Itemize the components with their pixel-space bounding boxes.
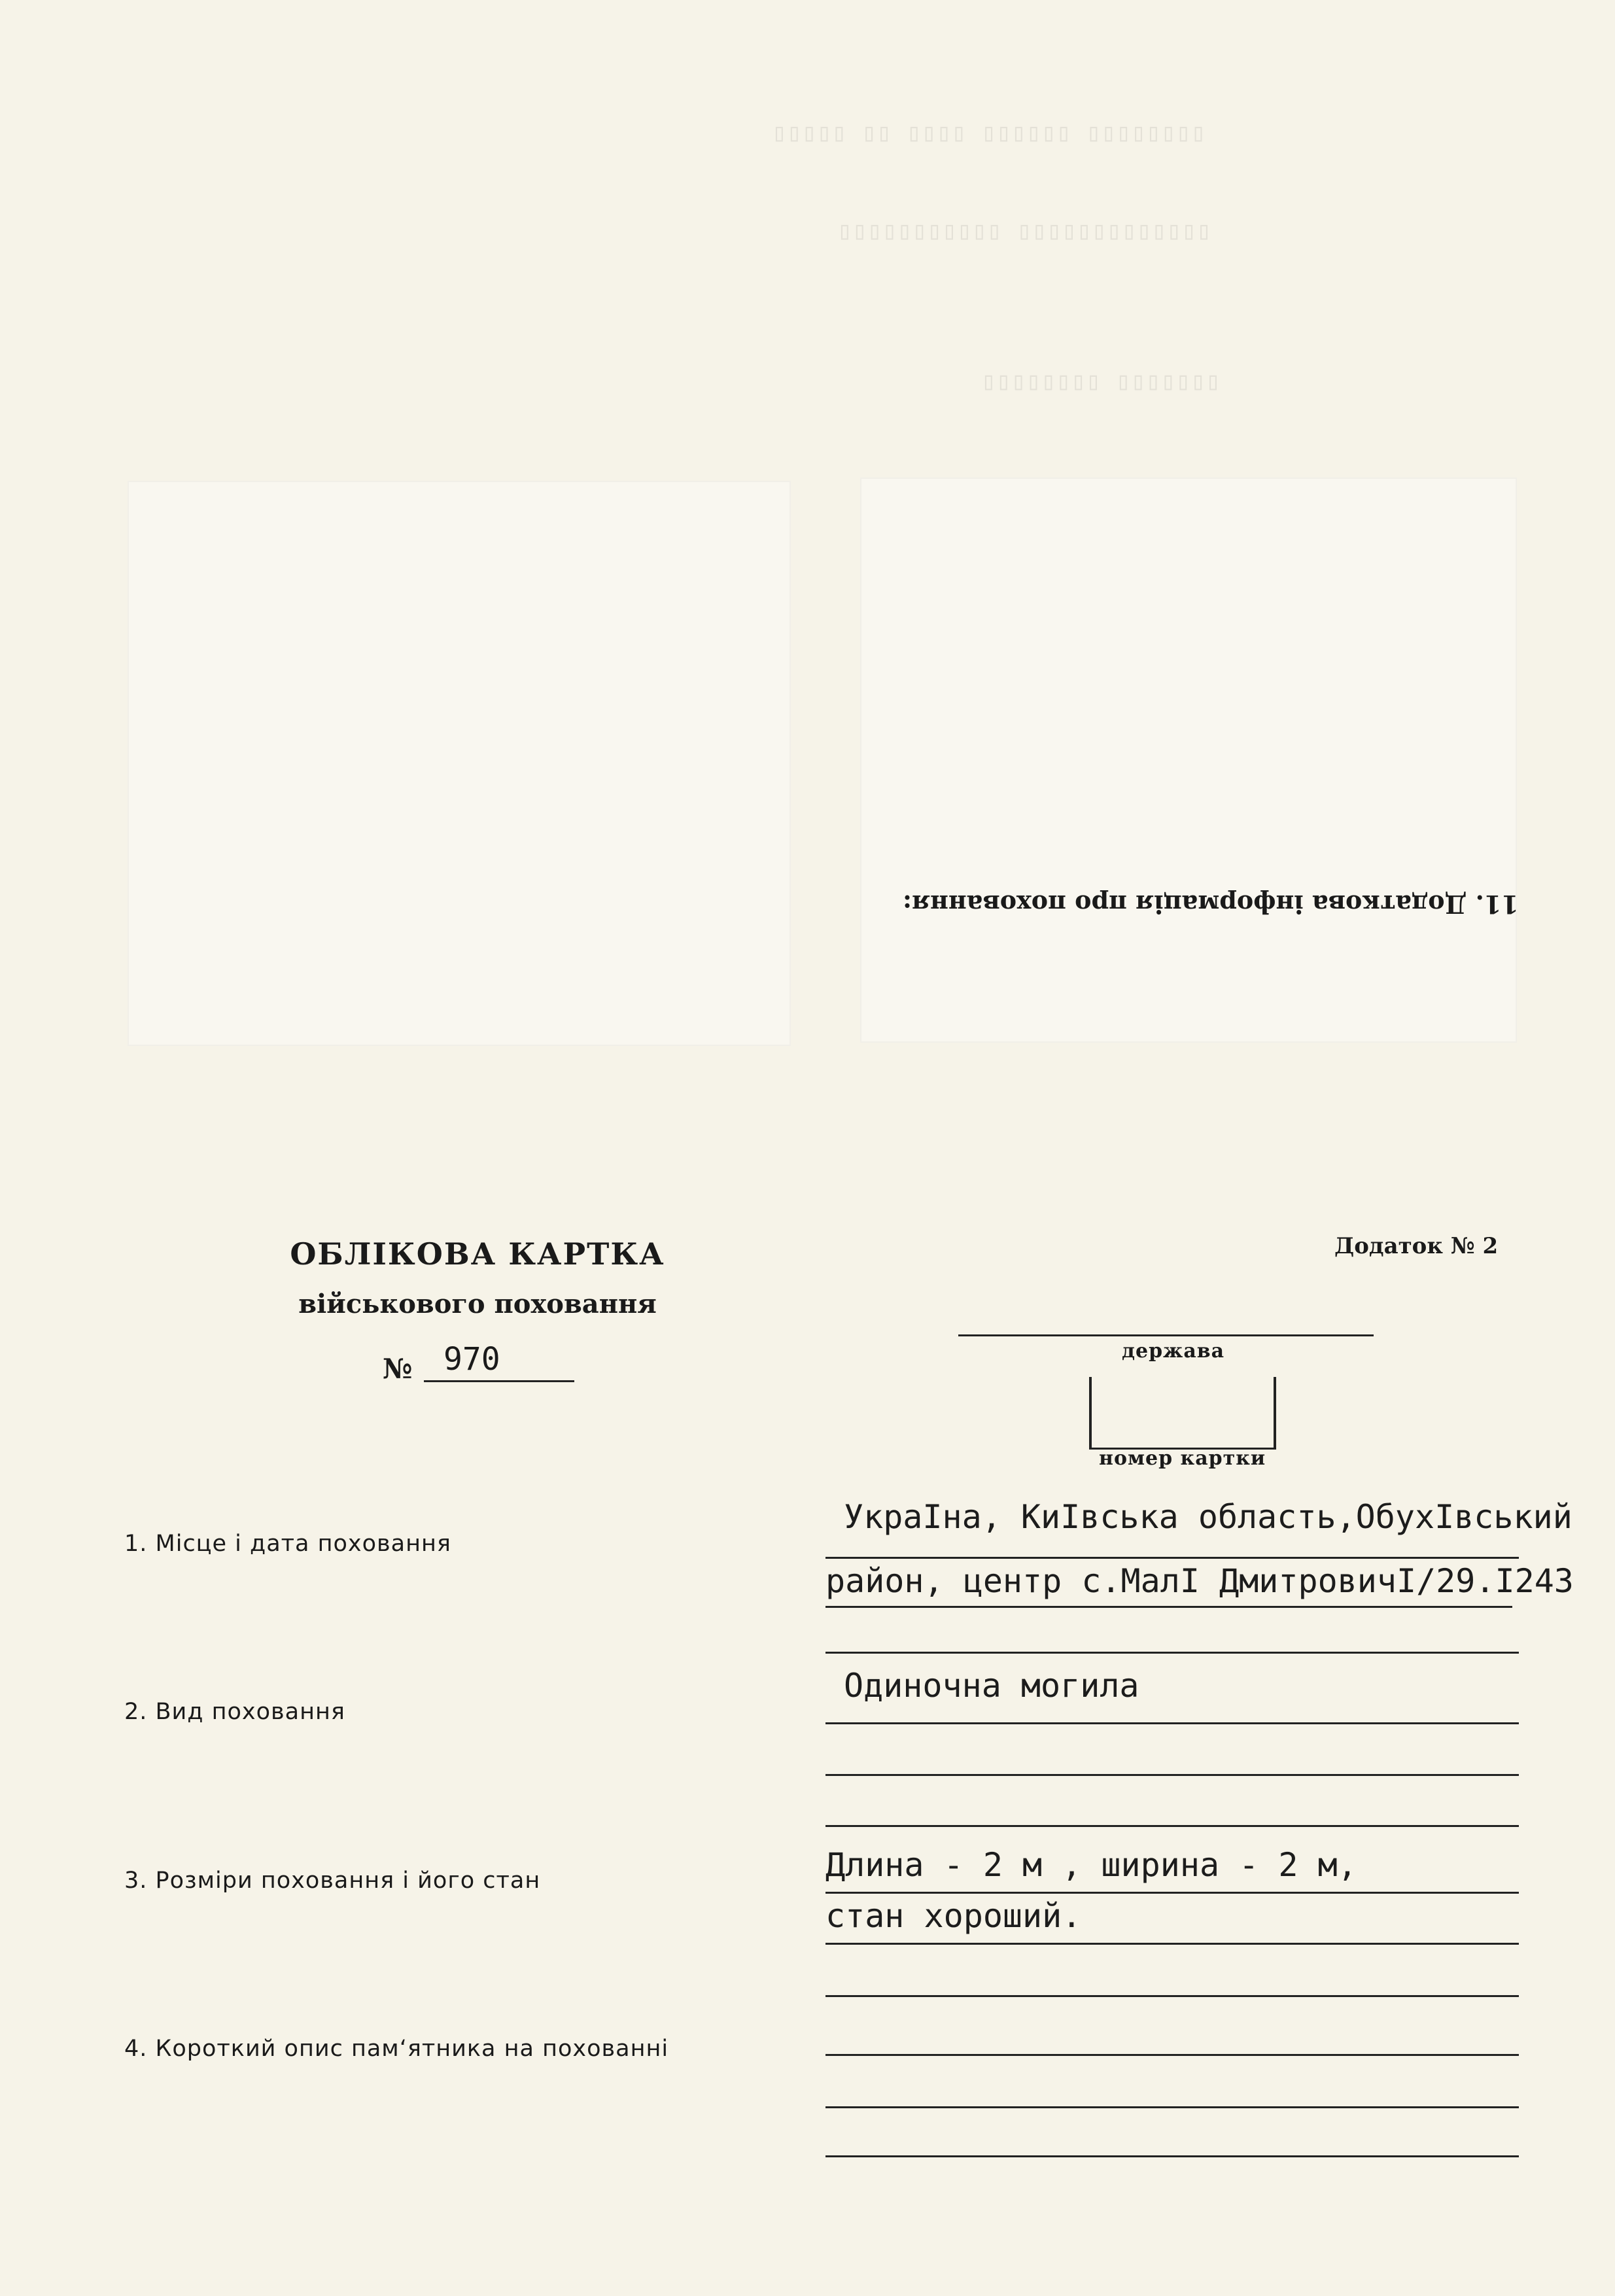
field-line [825,1606,1512,1608]
field-line [825,1825,1519,1827]
field-label-burial-type: 2. Вид поховання [124,1699,345,1725]
bleed-through-text: ▯▯▯▯▯▯▯▯▯▯▯▯▯ ▯▯▯▯▯▯▯▯▯▯▯ [837,216,1211,245]
field-line [825,2155,1519,2157]
bleed-through-text: ▯▯▯▯▯▯▯▯ ▯▯▯▯▯▯ ▯▯▯▯ ▯▯ ▯▯▯▯▯ [772,118,1206,147]
page-title: ОБЛІКОВА КАРТКА [290,1236,665,1272]
field-value-burial-place-line1: УкраІна, КиІвська область,ОбухІвський [844,1498,1572,1536]
field-line [825,1943,1519,1945]
state-field-line [958,1334,1374,1336]
field-line [825,1557,1519,1559]
field-label-burial-size: 3. Розміри поховання і його стан [124,1868,541,1894]
field-line [825,1722,1519,1724]
field-value-burial-place-line2: район, центр с.МалІ ДмитровичІ/29.І243 [825,1562,1574,1600]
field-label-monument-description: 4. Короткий опис пам‘ятника на похованні [124,2036,669,2062]
field-line [825,1774,1519,1776]
state-label: держава [1122,1340,1225,1363]
photo-area [860,478,1517,1043]
photo-area [128,481,791,1046]
field-label-burial-place: 1. Місце і дата поховання [124,1531,451,1557]
field-line [825,1652,1519,1654]
field-line [825,2054,1519,2056]
field-value-burial-size-line2: стан хороший. [825,1897,1082,1935]
field-line [825,2106,1519,2108]
reverse-item-11: 11. Додаткова інформація про поховання: [903,890,1519,919]
bleed-through-text: ▯▯▯▯▯▯▯ ▯▯▯▯▯▯▯▯ [981,366,1221,395]
card-number-label: номер картки [1099,1447,1266,1470]
field-value-burial-type: Одиночна могила [844,1667,1139,1705]
field-line [825,1995,1519,1997]
card-number-value: 970 [424,1341,574,1382]
card-number-sign: № [383,1353,413,1385]
addendum-label: Додаток № 2 [1334,1233,1499,1259]
page-subtitle: військового поховання [298,1289,657,1319]
field-line [825,1892,1519,1894]
field-value-burial-size-line1: Длина - 2 м , ширина - 2 м, [825,1846,1357,1884]
card-number-box [1089,1377,1276,1450]
